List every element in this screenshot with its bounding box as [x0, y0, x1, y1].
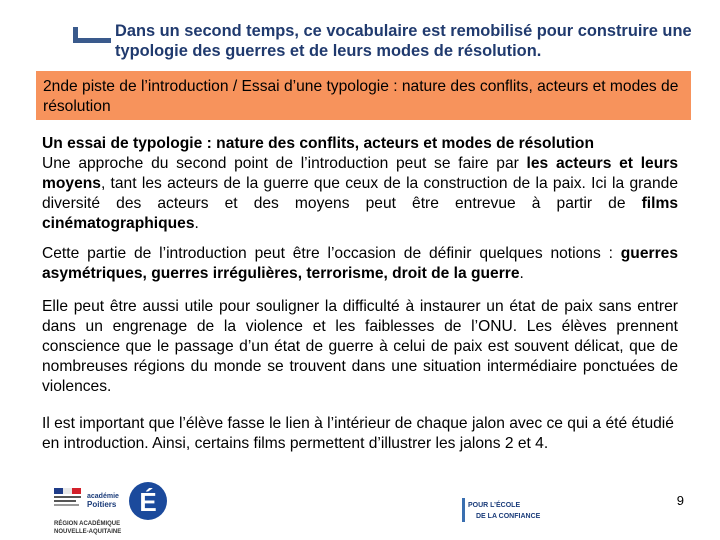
- flag-red-icon: [72, 488, 81, 494]
- academie-line1: académie: [87, 493, 119, 500]
- academie-line2: Poitiers: [87, 500, 117, 509]
- republic-text-line: [54, 496, 81, 498]
- region-line2: NOUVELLE-AQUITAINE: [54, 529, 122, 535]
- republic-text-line: [54, 504, 79, 506]
- p1-text-b: , tant les acteurs de la guerre que ceux de la construction de la paix. Ici la grande diversité des acteurs et des moyens peut être entrevue à partir de: [42, 175, 678, 212]
- p2-bold: guerres asymétriques, guerres irrégulières, terrorisme, droit de la guerre: [42, 245, 678, 282]
- paragraph-heading: Un essai de typologie : nature des conflits, acteurs et modes de résolution: [42, 135, 594, 152]
- page-number: 9: [676, 493, 684, 508]
- p1-bold-b: films cinématographiques: [42, 195, 678, 232]
- ecole-line2: DE LA CONFIANCE: [476, 513, 541, 520]
- paragraph-notions: [42, 244, 678, 284]
- p2-text-a: Cette partie de l’introduction peut être l’occasion de définir quelques notions :: [42, 245, 621, 262]
- paragraph-peace-difficulty: Elle peut être aussi utile pour souligner la difficulté à instaurer un état de paix sans entrer dans un engrenage de la violence et les faiblesses de l’ONU. Les élèves prennent conscience que le passage d’un état de guerre à celui de paix est souvent délicat, que de nombreuses régions du monde se trouvent dans une situation intermédiaire ponctuées de violences.: [42, 298, 678, 395]
- p2-text-b: .: [519, 265, 524, 282]
- slide-title: Dans un second temps, ce vocabulaire est remobilisé pour construire une typologie des guerres et de leurs modes de résolution.: [115, 22, 692, 60]
- section-banner-text: 2nde piste de l’introduction / Essai d’une typologie : nature des conflits, acteurs et modes de résolution: [43, 78, 679, 115]
- title-corner-mark: [73, 27, 111, 43]
- p1-text-c: .: [194, 215, 199, 232]
- corner-mark-horizontal: [73, 38, 111, 43]
- republic-text-line: [54, 500, 76, 502]
- ecole-line1: POUR L’ÉCOLE: [468, 502, 521, 509]
- paragraph-typology: [42, 134, 678, 234]
- section-banner: [36, 71, 691, 120]
- logo-bar-icon: [462, 498, 465, 522]
- p1-text-a: Une approche du second point de l’introduction peut se faire par: [42, 155, 527, 172]
- region-line1: RÉGION ACADÉMIQUE: [54, 521, 121, 527]
- flag-white-icon: [63, 488, 72, 494]
- flag-blue-icon: [54, 488, 63, 494]
- ecole-confiance-logo: [462, 496, 572, 526]
- svg-text:É: É: [139, 487, 157, 517]
- paragraph-jalons: Il est important que l’élève fasse le lien à l’intérieur de chaque jalon avec ce qui a été étudié en introduction. Ainsi, certains films permettent d’illustrer les jalons 2 et 4.: [42, 415, 674, 452]
- academie-poitiers-logo: [40, 481, 175, 538]
- p1-bold-a: les acteurs et leurs moyens: [42, 155, 678, 192]
